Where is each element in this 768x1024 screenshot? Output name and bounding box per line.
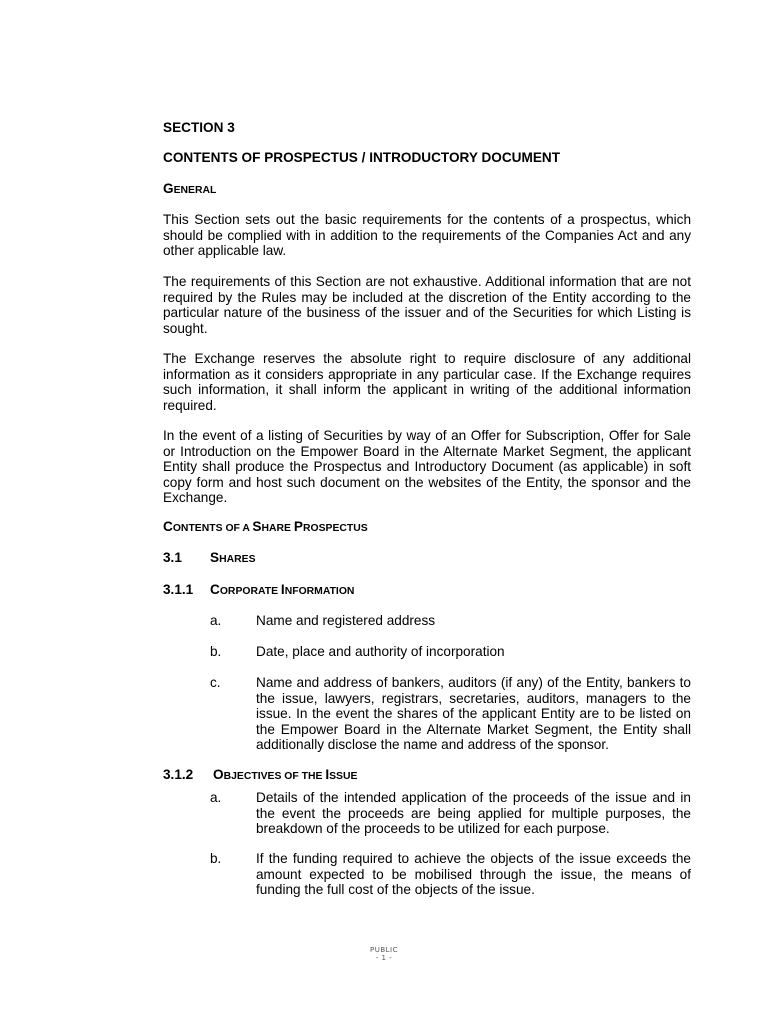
section-3-1-number: 3.1 [163,550,182,565]
section-label: SECTION 3 [163,120,235,135]
list-item: Name and registered address [256,613,436,628]
list-item: Details of the intended application of the proceeds of the issue and in the event the proceeds are being applied for multiple purposes, the breakdown of the proceeds to be utilized for each purpose. [256,790,691,837]
general-paragraph-3: The Exchange reserves the absolute right to require disclosure of any additional information as it considers appropriate in any particular case. If the Exchange requires such information, it shall inform the applicant in writing of the additional information required. [163,351,691,413]
footer-classification: PUBLIC [370,946,398,954]
section-title: CONTENTS OF PROSPECTUS / INTRODUCTORY DOCUMENT [163,150,561,165]
general-paragraph-4: In the event of a listing of Securities by way of an Offer for Subscription, Offer for Sale or Introduction on the Empower Board in the Alternate Market Segment, the applicant Entity shall produce the Prospectus and Introductory Document (as applicable) in soft copy form and host such document on the websites of the Entity, the sponsor and the Exchange. [163,428,691,506]
section-3-1-title: SHARES [210,550,256,565]
section-3-1-2-title: OBJECTIVES OF THE ISSUE [213,767,358,782]
list-item-letter: b. [210,851,222,866]
list-item: If the funding required to achieve the objects of the issue exceeds the amount expected to be mobilised through the issue, the means of funding the full cost of the objects of the issue. [256,851,691,898]
contents-heading: CONTENTS OF A SHARE PROSPECTUS [163,519,368,534]
general-paragraph-1: This Section sets out the basic requirements for the contents of a prospectus, which should be complied with in addition to the requirements of the Companies Act and any other applicable law. [163,212,691,259]
section-3-1-1-number: 3.1.1 [163,582,194,597]
section-3-1-2-number: 3.1.2 [163,767,194,782]
list-item: Date, place and authority of incorporation [256,644,505,659]
list-item-letter: a. [210,613,222,628]
section-3-1-1-title: CORPORATE INFORMATION [210,582,355,597]
general-heading: GENERAL [163,181,217,196]
general-paragraph-2: The requirements of this Section are not exhaustive. Additional information that are not required by the Rules may be included at the discretion of the Entity according to the particular nature of the business of the issuer and of the Securities for which Listing is sought. [163,274,691,336]
list-item-letter: a. [210,790,222,805]
list-item-letter: b. [210,644,222,659]
footer-page-number: - 1 - [375,954,393,962]
list-item-letter: c. [210,675,221,690]
list-item: Name and address of bankers, auditors (if any) of the Entity, bankers to the issue, lawyers, registrars, secretaries, auditors, managers to the issue. In the event the shares of the applicant Entity are to be listed on the Empower Board in the Alternate Market Segment, the Entity shall additionally disclose the name and address of the sponsor. [256,675,691,753]
